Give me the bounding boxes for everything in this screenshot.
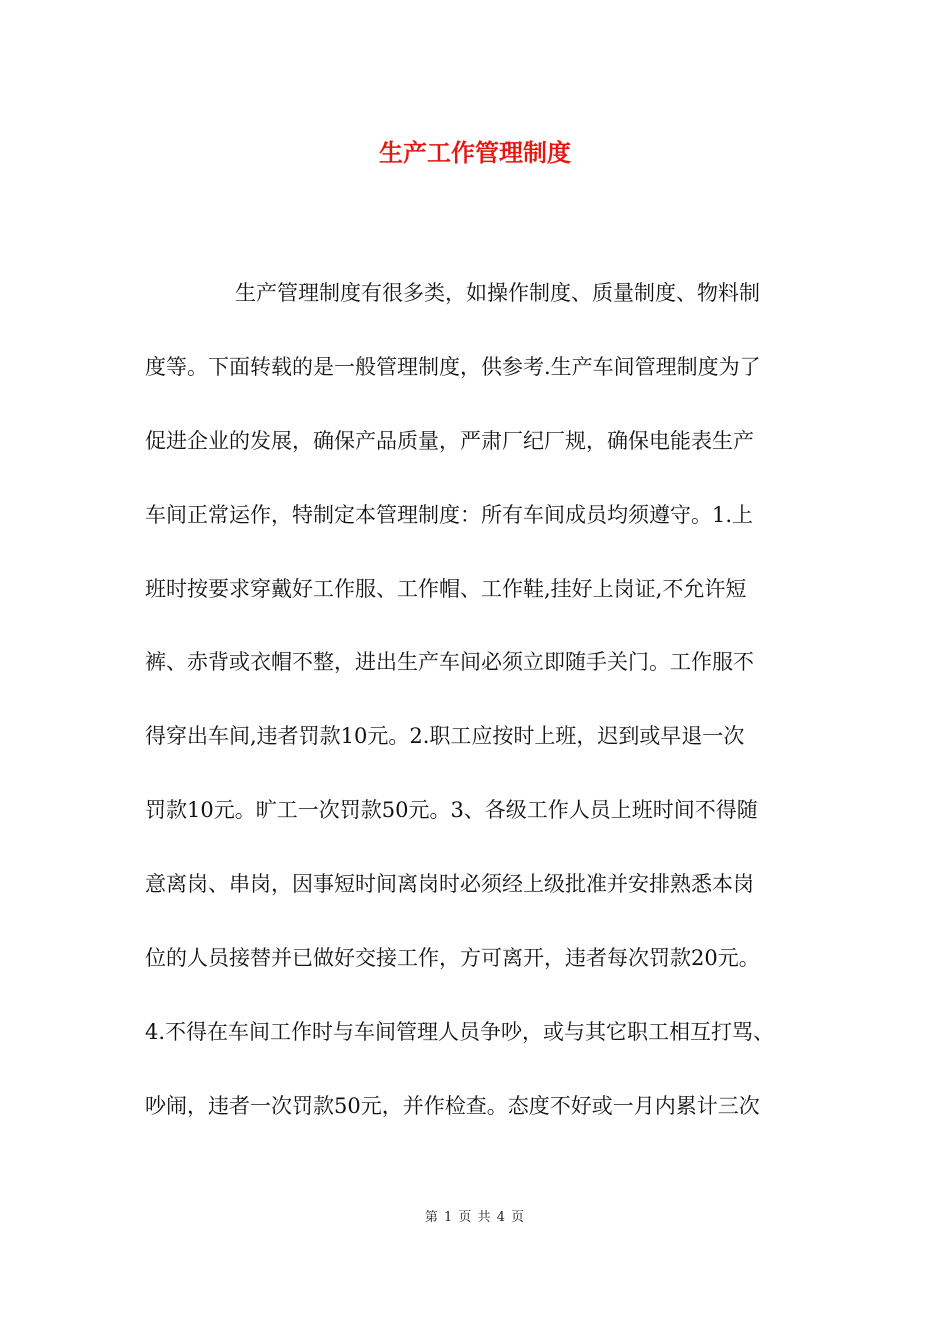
body-line: 得穿出车间,违者罚款10元。2.职工应按时上班，迟到或早退一次	[145, 724, 745, 749]
body-line: 罚款10元。旷工一次罚款50元。3、各级工作人员上班时间不得随	[145, 798, 758, 823]
body-line: 车间正常运作，特制定本管理制度：所有车间成员均须遵守。1.上	[145, 502, 754, 527]
body-line: 生产管理制度有很多类，如操作制度、质量制度、物料制	[235, 281, 760, 305]
body-line: 吵闹，违者一次罚款50元，并作检查。态度不好或一月内累计三次	[145, 1093, 760, 1118]
body-line: 4.不得在车间工作时与车间管理人员争吵，或与其它职工相互打骂、	[145, 1019, 775, 1044]
document-body	[145, 275, 810, 1162]
body-line: 度等。下面转载的是一般管理制度，供参考.生产车间管理制度为了	[145, 354, 761, 379]
document-title: 生产工作管理制度	[379, 138, 571, 167]
body-line: 班时按要求穿戴好工作服、工作帽、工作鞋,挂好上岗证,不允许短	[145, 576, 747, 601]
page-number-footer: 第 1 页 共 4 页	[424, 1210, 526, 1225]
body-line: 意离岗、串岗，因事短时间离岗时必须经上级批准并安排熟悉本岗	[145, 872, 754, 897]
body-line: 促进企业的发展，确保产品质量，严肃厂纪厂规，确保电能表生产	[145, 428, 754, 453]
body-line: 裤、赤背或衣帽不整，进出生产车间必须立即随手关门。工作服不	[145, 650, 754, 675]
body-line: 位的人员接替并已做好交接工作，方可离开，违者每次罚款20元。	[145, 946, 760, 971]
